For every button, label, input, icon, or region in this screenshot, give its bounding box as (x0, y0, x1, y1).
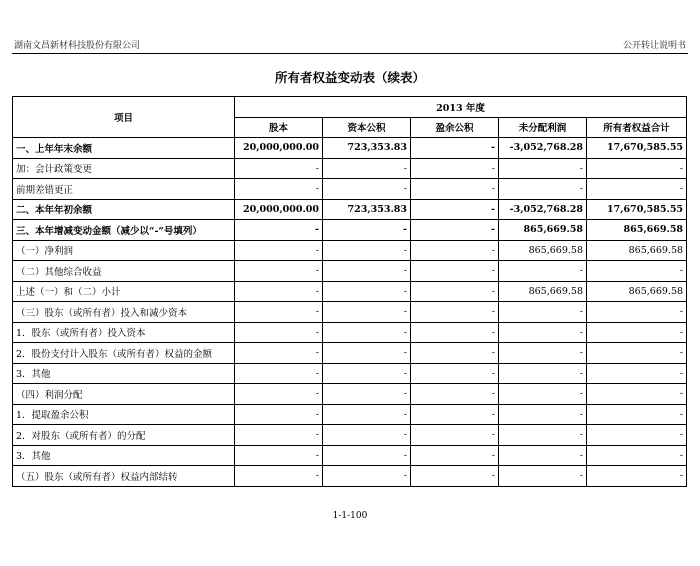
value-cell: - (411, 322, 499, 343)
value-cell: 865,669.58 (587, 240, 687, 261)
value-cell: - (235, 445, 323, 466)
value-cell: - (323, 343, 411, 364)
value-cell: 865,669.58 (587, 220, 687, 241)
column-header: 资本公积 (323, 117, 411, 138)
value-cell: 723,353.83 (323, 138, 411, 159)
value-cell: 20,000,000.00 (235, 138, 323, 159)
value-cell: - (411, 425, 499, 446)
page-number: 1-1-100 (332, 511, 368, 521)
table-row (13, 138, 687, 159)
value-cell: - (411, 220, 499, 241)
row-label: 前期差错更正 (13, 179, 235, 200)
value-cell: - (235, 343, 323, 364)
row-label: （五）股东（或所有者）权益内部结转 (13, 466, 235, 487)
row-label: 2．股份支付计入股东（或所有者）权益的金额 (13, 343, 235, 364)
value-cell: - (499, 384, 587, 405)
value-cell: - (587, 445, 687, 466)
value-cell: - (235, 384, 323, 405)
value-cell: - (323, 158, 411, 179)
value-cell: - (411, 199, 499, 220)
value-cell: - (587, 466, 687, 487)
value-cell: - (235, 425, 323, 446)
value-cell: - (323, 261, 411, 282)
table-row (13, 199, 687, 220)
value-cell: - (411, 404, 499, 425)
value-cell: - (323, 220, 411, 241)
table-row (13, 425, 687, 446)
column-header: 未分配利润 (499, 117, 587, 138)
value-cell: - (587, 384, 687, 405)
row-label: 上述（一）和（二）小计 (13, 281, 235, 302)
value-cell: - (411, 302, 499, 323)
row-label: 2．对股东（或所有者）的分配 (13, 425, 235, 446)
value-cell: - (323, 445, 411, 466)
value-cell: - (499, 445, 587, 466)
table-row (13, 281, 687, 302)
row-label: （三）股东（或所有者）投入和减少资本 (13, 302, 235, 323)
value-cell: - (587, 425, 687, 446)
value-cell: - (587, 363, 687, 384)
value-cell: 17,670,585.55 (587, 138, 687, 159)
value-cell: - (587, 261, 687, 282)
value-cell: -3,052,768.28 (499, 138, 587, 159)
equity-statement-table (12, 96, 687, 487)
value-cell: - (587, 322, 687, 343)
row-label: 3．其他 (13, 363, 235, 384)
value-cell: - (323, 363, 411, 384)
value-cell: - (499, 322, 587, 343)
column-header: 盈余公积 (411, 117, 499, 138)
table-row (13, 466, 687, 487)
value-cell: - (411, 261, 499, 282)
value-cell: - (323, 425, 411, 446)
value-cell: - (323, 322, 411, 343)
value-cell: - (587, 404, 687, 425)
row-label: 3．其他 (13, 445, 235, 466)
table-row (13, 322, 687, 343)
value-cell: 17,670,585.55 (587, 199, 687, 220)
value-cell: 20,000,000.00 (235, 199, 323, 220)
row-label: 1．股东（或所有者）投入资本 (13, 322, 235, 343)
value-cell: - (323, 404, 411, 425)
value-cell: 865,669.58 (499, 220, 587, 241)
value-cell: - (235, 466, 323, 487)
header-divider (12, 53, 688, 54)
value-cell: - (235, 363, 323, 384)
value-cell: 865,669.58 (499, 281, 587, 302)
value-cell: - (323, 240, 411, 261)
table-row (13, 158, 687, 179)
table-row (13, 404, 687, 425)
value-cell: - (411, 281, 499, 302)
row-label: 一、上年年末余额 (13, 138, 235, 159)
value-cell: - (499, 404, 587, 425)
table-row (13, 445, 687, 466)
column-header: 股本 (235, 117, 323, 138)
item-column-header: 项目 (13, 97, 235, 138)
value-cell: - (411, 384, 499, 405)
value-cell: - (323, 384, 411, 405)
year-column-header: 2013 年度 (235, 97, 687, 118)
value-cell: - (411, 138, 499, 159)
column-header: 所有者权益合计 (587, 117, 687, 138)
value-cell: - (411, 445, 499, 466)
table-row (13, 384, 687, 405)
row-label: 二、本年年初余额 (13, 199, 235, 220)
table-row (13, 240, 687, 261)
value-cell: - (499, 425, 587, 446)
table-header-row (13, 97, 687, 118)
value-cell: - (411, 179, 499, 200)
value-cell: - (499, 302, 587, 323)
value-cell: - (235, 404, 323, 425)
value-cell: 723,353.83 (323, 199, 411, 220)
value-cell: - (499, 158, 587, 179)
value-cell: - (587, 179, 687, 200)
value-cell: - (587, 343, 687, 364)
row-label: 三、本年增减变动金额（减少以“-”号填列） (13, 220, 235, 241)
value-cell: -3,052,768.28 (499, 199, 587, 220)
page-title: 所有者权益变动表（续表） (274, 70, 425, 85)
value-cell: - (235, 240, 323, 261)
value-cell: 865,669.58 (499, 240, 587, 261)
value-cell: - (235, 179, 323, 200)
header-company: 湖南文昌新材科技股份有限公司 (14, 41, 141, 51)
row-label: （一）净利润 (13, 240, 235, 261)
table-row (13, 302, 687, 323)
value-cell: - (411, 363, 499, 384)
table-row (13, 261, 687, 282)
table-body (13, 138, 687, 487)
value-cell: - (323, 179, 411, 200)
value-cell: - (323, 466, 411, 487)
value-cell: - (235, 158, 323, 179)
value-cell: - (235, 302, 323, 323)
row-label: （四）利润分配 (13, 384, 235, 405)
value-cell: - (235, 281, 323, 302)
value-cell: - (411, 240, 499, 261)
table-row (13, 343, 687, 364)
row-label: 1．提取盈余公积 (13, 404, 235, 425)
value-cell: - (499, 363, 587, 384)
row-label: （二）其他综合收益 (13, 261, 235, 282)
value-cell: - (499, 261, 587, 282)
value-cell: - (499, 179, 587, 200)
value-cell: - (411, 466, 499, 487)
value-cell: - (323, 302, 411, 323)
value-cell: - (411, 158, 499, 179)
table-row (13, 179, 687, 200)
table-row (13, 220, 687, 241)
row-label: 加：会计政策变更 (13, 158, 235, 179)
value-cell: - (499, 343, 587, 364)
value-cell: - (323, 281, 411, 302)
value-cell: - (235, 220, 323, 241)
header-doc-title: 公开转让说明书 (622, 41, 686, 51)
value-cell: - (235, 261, 323, 282)
value-cell: - (587, 302, 687, 323)
value-cell: - (587, 158, 687, 179)
value-cell: - (411, 343, 499, 364)
value-cell: - (235, 322, 323, 343)
value-cell: 865,669.58 (587, 281, 687, 302)
value-cell: - (499, 466, 587, 487)
table-row (13, 363, 687, 384)
